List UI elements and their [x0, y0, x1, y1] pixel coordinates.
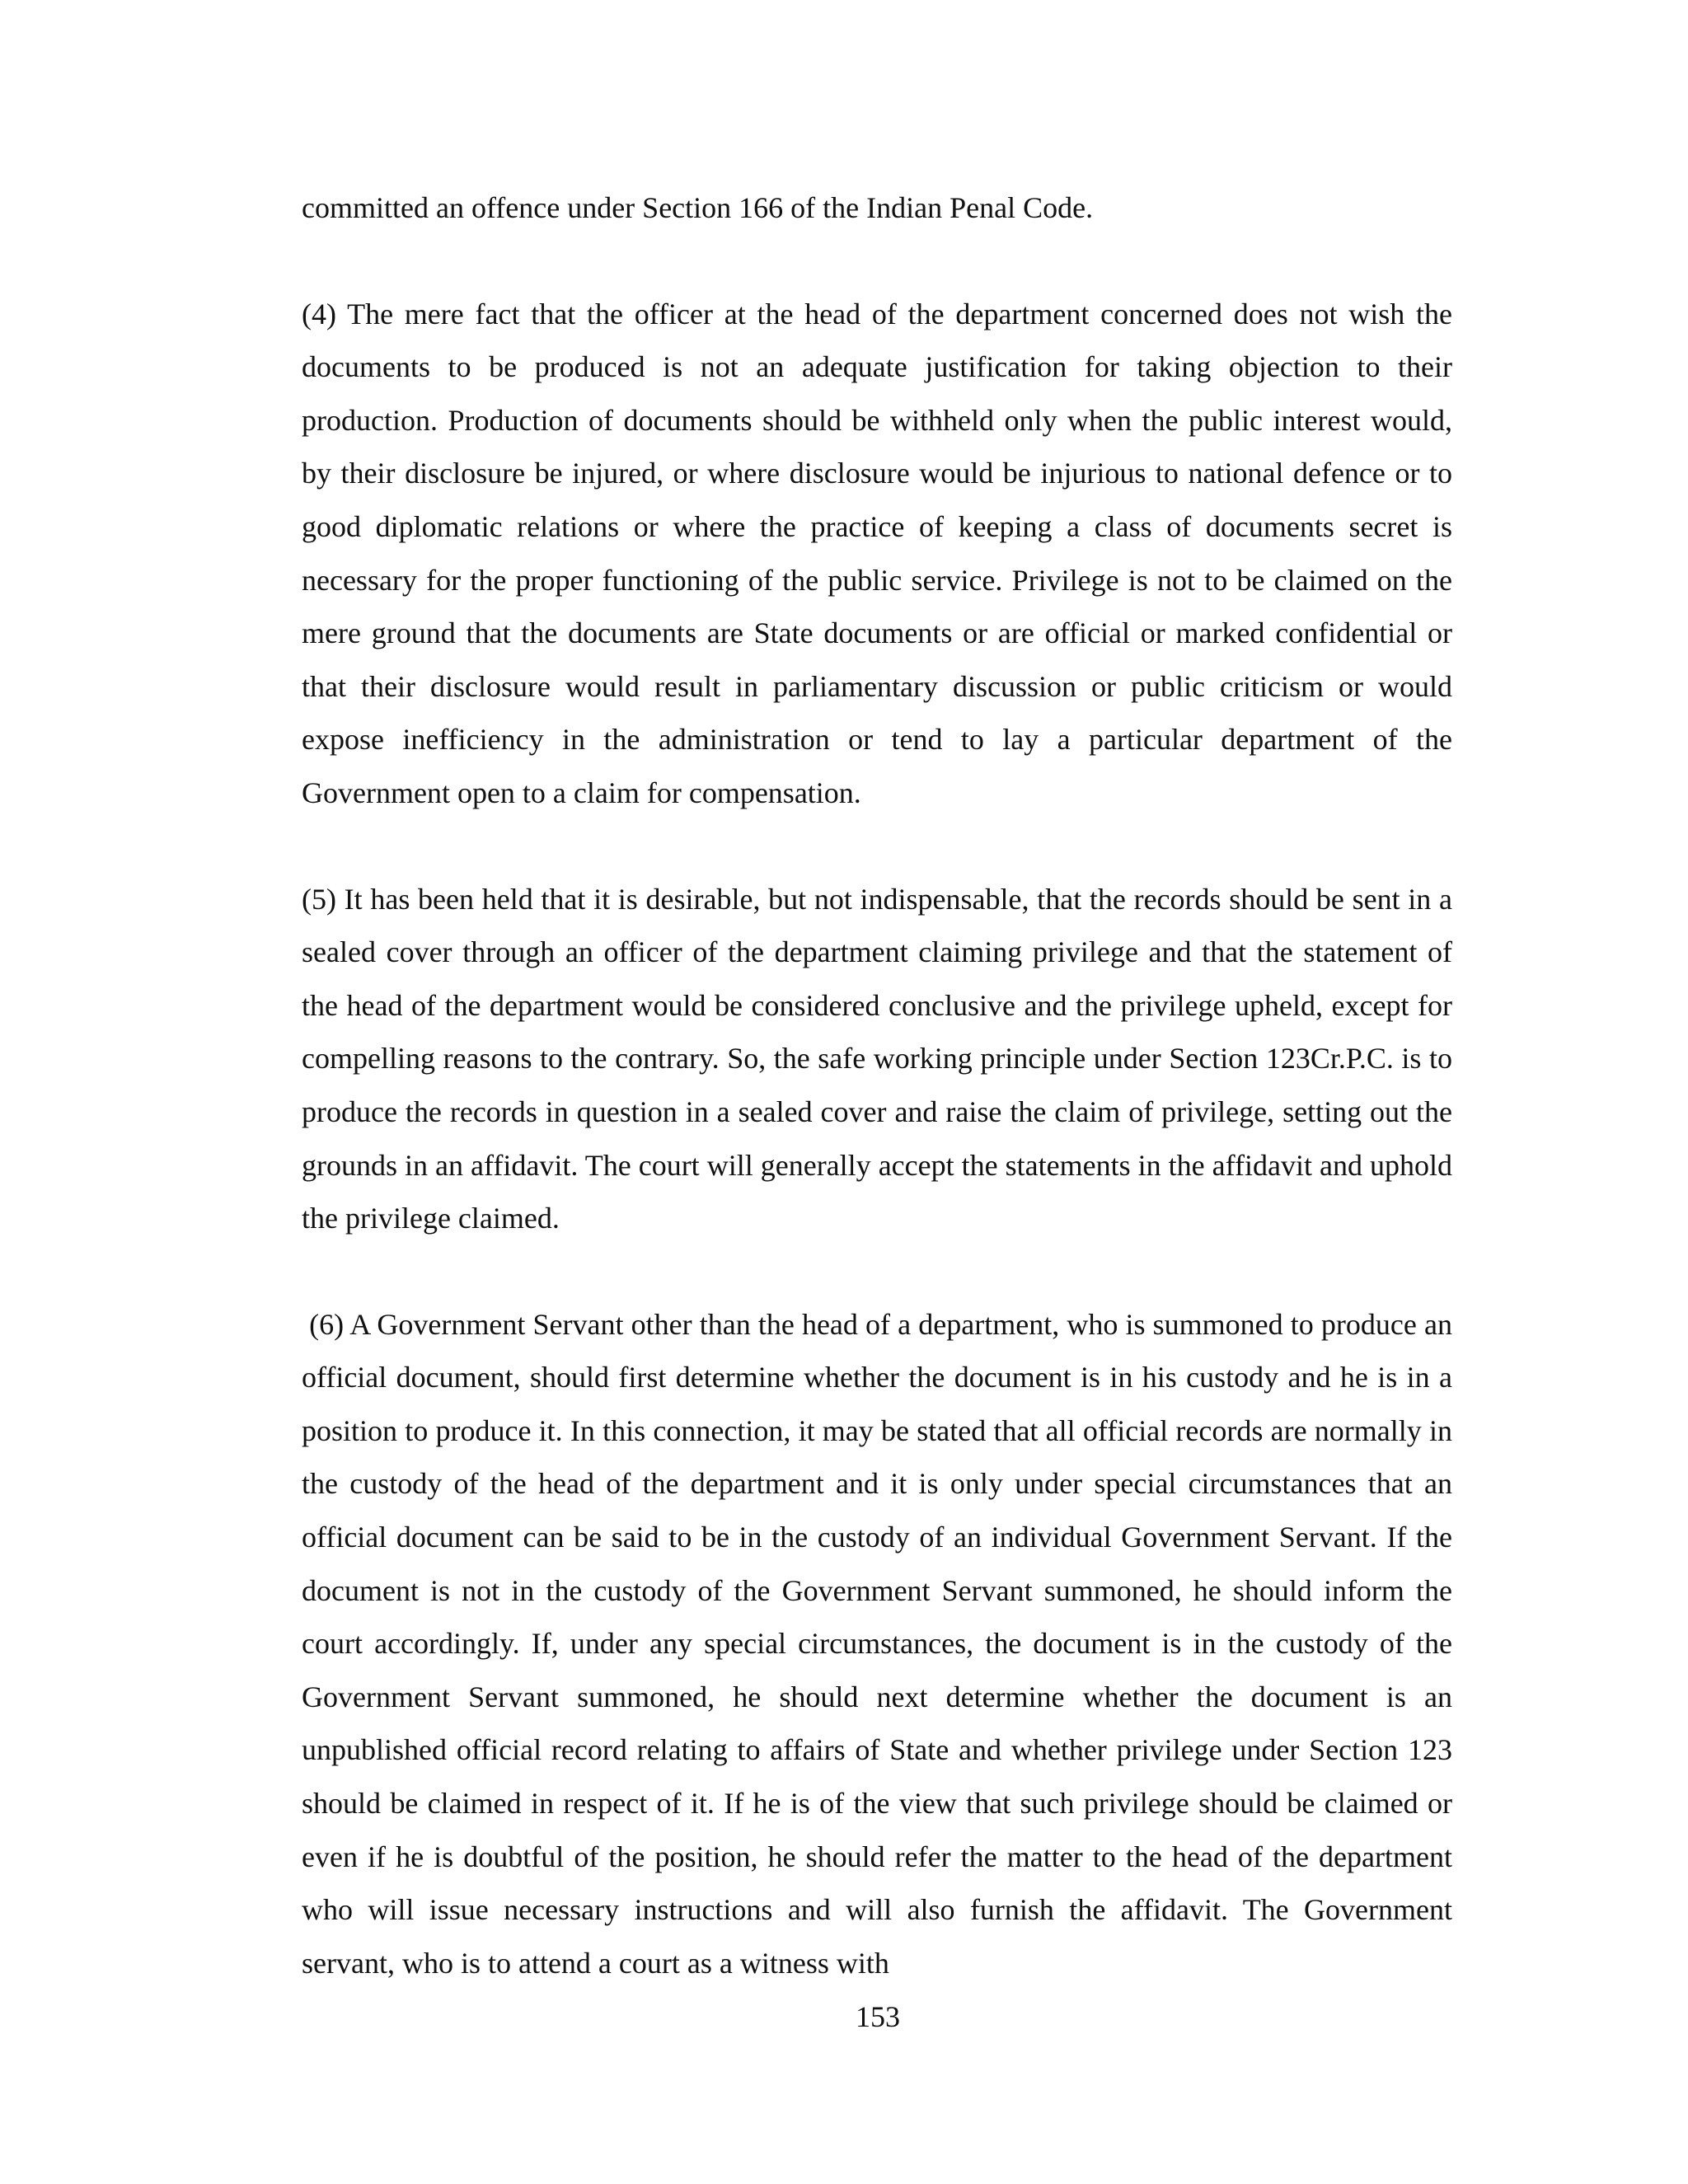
body-text	[302, 181, 1452, 1990]
paragraph-4: (4) The mere fact that the officer at the head of the department concerned does not wish the documents to be produced is not an adequate justification for taking objection to their production. Production of documents should be withheld only when the public interest would, by their disclosure be injured, or where disclosure would be injurious to national defence or to good diplomatic relations or where the practice of keeping a class of documents secret is necessary for the proper functioning of the public service. Privilege is not to be claimed on the mere ground that the documents are State documents or are official or marked confidential or that their disclosure would result in parliamentary discussion or public criticism or would expose inefficiency in the administration or tend to lay a particular department of the Government open to a claim for compensation.	[302, 297, 1452, 809]
paragraph-5: (5) It has been held that it is desirable, but not indispensable, that the records should be sent in a sealed cover through an officer of the department claiming privilege and that the statement of the head of the department would be considered conclusive and the privilege upheld, except for compelling reasons to the contrary. So, the safe working principle under Section 123Cr.P.C. is to produce the records in question in a sealed cover and raise the claim of privilege, setting out the grounds in an affidavit. The court will generally accept the statements in the affidavit and uphold the privilege claimed.	[302, 882, 1452, 1235]
paragraph-6: (6) A Government Servant other than the head of a department, who is summoned to produce an official document, should first determine whether the document is in his custody and he is in a position to produce it. In this connection, it may be stated that all official records are normally in the custody of the head of the department and it is only under special circumstances that an official document can be said to be in the custody of an individual Government Servant. If the document is not in the custody of the Government Servant summoned, he should inform the court accordingly. If, under any special circumstances, the document is in the custody of the Government Servant summoned, he should next determine whether the document is an unpublished official record relating to affairs of State and whether privilege under Section 123 should be claimed in respect of it. If he is of the view that such privilege should be claimed or even if he is doubtful of the position, he should refer the matter to the head of the department who will issue necessary instructions and will also furnish the affidavit. The Government servant, who is to attend a court as a witness with	[302, 1307, 1452, 1980]
paragraph-continuation: committed an offence under Section 166 of the Indian Penal Code.	[302, 191, 1094, 224]
page-number: 153	[856, 2000, 900, 2033]
